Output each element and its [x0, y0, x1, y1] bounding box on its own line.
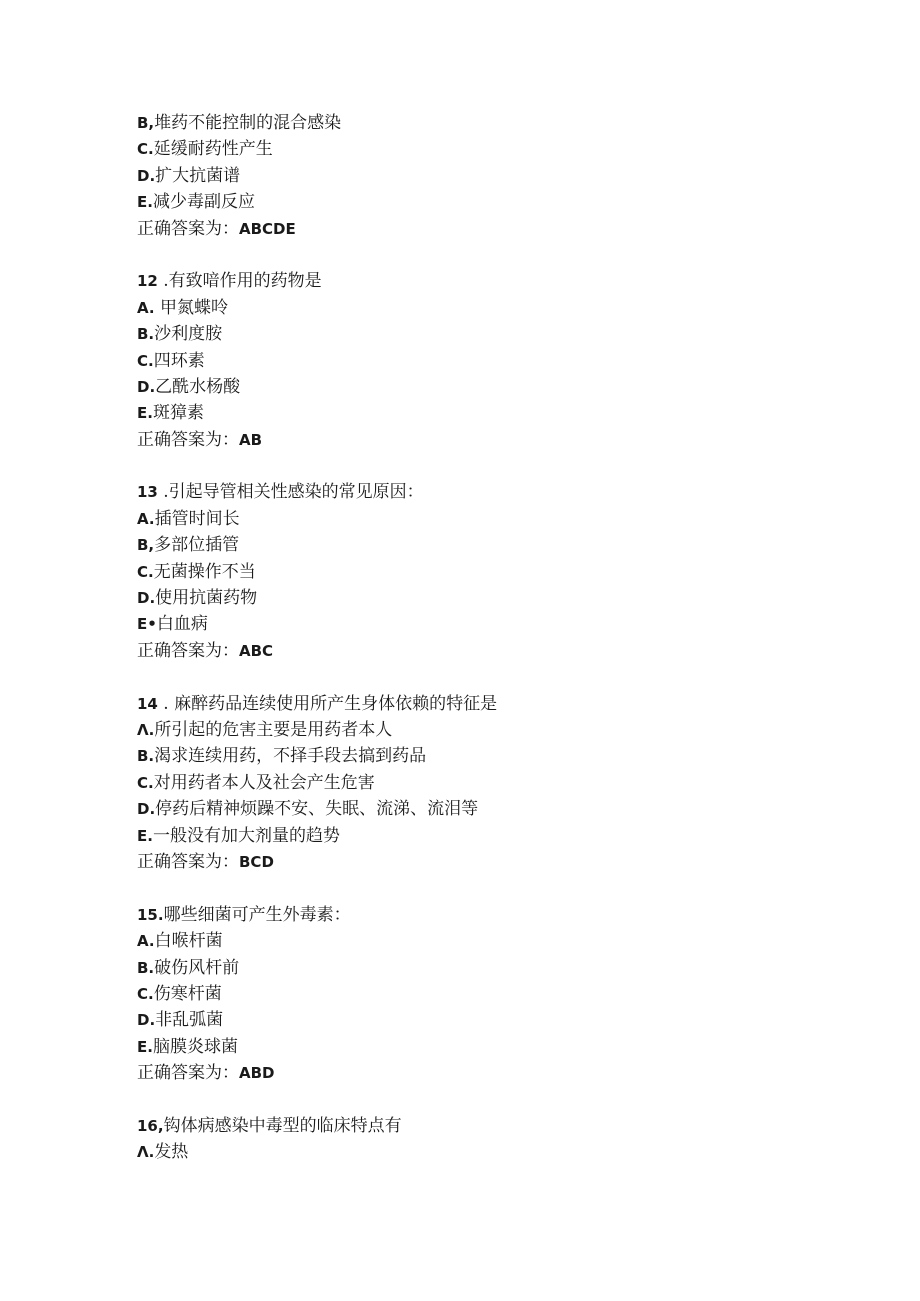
option-text: 停药后精神烦躁不安、失眠、流涕、流泪等 [155, 799, 479, 820]
option-line [137, 770, 837, 796]
option-tag: C. [137, 351, 154, 370]
option-tag: Λ. [137, 1143, 155, 1162]
question-block [137, 110, 837, 242]
option-line [137, 532, 837, 558]
option-tag: D. [137, 1011, 156, 1030]
option-text: 白血病 [156, 614, 208, 635]
option-line [137, 321, 837, 347]
option-tag: A. [137, 298, 155, 317]
option-text: 多部位插管 [154, 535, 240, 556]
option-line [137, 506, 837, 532]
answer-line [137, 1060, 837, 1086]
option-line [137, 110, 837, 136]
question-block [137, 902, 837, 1087]
question-number: 16, [137, 1116, 164, 1135]
question-line [137, 268, 837, 294]
option-text: 伤寒杆菌 [153, 983, 222, 1004]
answer-label: 正确答案为： [137, 640, 239, 661]
option-text: 堆药不能控制的混合感染 [154, 113, 342, 133]
option-tag: E. [137, 826, 153, 845]
answer-label: 正确答案为： [137, 851, 239, 872]
option-text: 破伤风杆前 [154, 957, 240, 978]
option-tag: E• [137, 615, 157, 634]
answer-line [137, 427, 837, 453]
question-text: .引起导管相关性感染的常见原因： [157, 482, 424, 503]
option-text: 减少毒副反应 [152, 192, 255, 213]
option-line [137, 743, 837, 769]
answer-label: 正确答案为： [137, 429, 239, 450]
option-line [137, 295, 837, 321]
option-tag: A. [137, 932, 155, 951]
option-tag: D. [137, 589, 156, 608]
option-text: 甲氮蝶呤 [154, 297, 228, 318]
option-tag: B. [137, 325, 155, 344]
option-line [137, 955, 837, 981]
answer-value: ABD [239, 1064, 275, 1083]
answer-label: 正确答案为： [137, 218, 239, 239]
question-number: 13 [137, 483, 158, 502]
option-text: 对用药者本人及社会产生危害 [153, 772, 375, 793]
option-text: 所引起的危害主要是用药者本人 [154, 719, 393, 740]
option-tag: C. [137, 562, 154, 581]
question-text: 钩体病感染中毒型的临床特点有 [163, 1115, 402, 1136]
answer-label: 正确答案为： [137, 1063, 239, 1084]
answer-line [137, 638, 837, 664]
document-page [137, 110, 837, 1192]
option-text: 斑獐素 [152, 403, 204, 424]
option-tag: B, [137, 536, 155, 555]
option-line [137, 796, 837, 822]
option-tag: B, [137, 114, 155, 132]
option-text: 无菌操作不当 [153, 561, 256, 582]
question-block [137, 479, 837, 664]
question-line [137, 902, 837, 928]
option-tag: Λ. [137, 720, 155, 739]
option-tag: E. [137, 1037, 153, 1056]
option-line [137, 611, 837, 637]
option-text: 扩大抗菌谱 [155, 165, 241, 186]
option-text: 四环素 [153, 350, 205, 371]
option-text: 使用抗菌药物 [155, 588, 258, 609]
option-line [137, 1007, 837, 1033]
option-tag: B. [137, 747, 155, 766]
option-line [137, 400, 837, 426]
option-tag: E. [137, 193, 153, 212]
option-tag: B. [137, 958, 155, 977]
option-tag: D. [137, 377, 156, 396]
question-number: 15. [137, 905, 164, 924]
question-number: 14 [137, 694, 158, 713]
option-text: 乙酰水杨酸 [155, 376, 241, 397]
option-text: 延缓耐药性产生 [153, 139, 273, 160]
option-text: 一般没有加大剂量的趋势 [152, 825, 340, 846]
option-text: 沙利度胺 [154, 324, 223, 345]
option-line [137, 559, 837, 585]
option-tag: C. [137, 773, 154, 792]
option-tag: D. [137, 800, 156, 819]
question-block [137, 691, 837, 876]
option-text: 插管时间长 [154, 508, 240, 529]
option-line [137, 374, 837, 400]
answer-line [137, 849, 837, 875]
option-line [137, 1034, 837, 1060]
question-block [137, 1113, 837, 1166]
option-line [137, 163, 837, 189]
option-tag: C. [137, 140, 154, 159]
option-line [137, 189, 837, 215]
answer-line [137, 216, 837, 242]
question-line [137, 479, 837, 505]
option-line [137, 823, 837, 849]
option-tag: D. [137, 166, 156, 185]
question-block [137, 268, 837, 453]
option-tag: C. [137, 984, 154, 1003]
question-text: 哪些细菌可产生外毒素： [163, 904, 351, 925]
question-text: . 麻醉药品连续使用所产生身体依赖的特征是 [157, 693, 498, 714]
option-line [137, 1139, 837, 1165]
option-line [137, 136, 837, 162]
answer-value: ABCDE [239, 219, 296, 238]
option-text: 白喉杆菌 [154, 931, 223, 952]
answer-value: AB [239, 430, 263, 449]
option-tag: A. [137, 509, 155, 528]
question-line [137, 1113, 837, 1139]
option-text: 非乱弧菌 [155, 1010, 224, 1031]
answer-value: BCD [239, 852, 274, 871]
option-text: 发热 [154, 1142, 189, 1163]
option-tag: E. [137, 404, 153, 423]
option-text: 渴求连续用药，不择手段去搞到药品 [154, 746, 427, 767]
option-line [137, 717, 837, 743]
answer-value: ABC [239, 641, 274, 660]
question-line [137, 691, 837, 717]
option-line [137, 348, 837, 374]
question-number: 12 [137, 272, 158, 291]
option-line [137, 585, 837, 611]
option-line [137, 928, 837, 954]
option-text: 脑膜炎球菌 [152, 1036, 238, 1057]
question-text: .有致喑作用的药物是 [157, 271, 322, 292]
option-line [137, 981, 837, 1007]
